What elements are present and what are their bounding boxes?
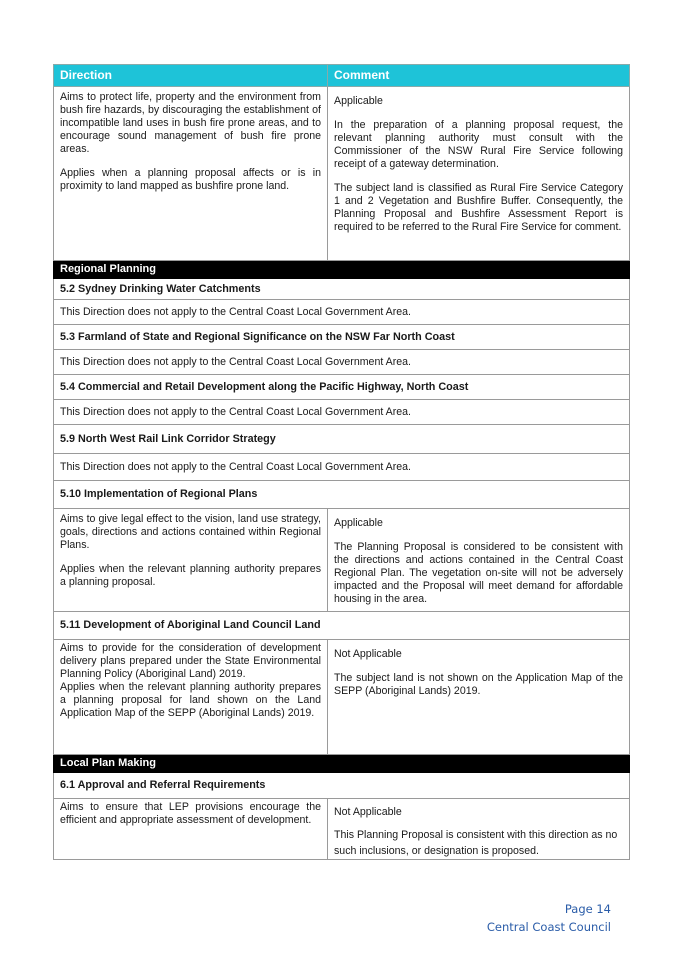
- section-5-11-comment-cell: [328, 640, 630, 755]
- bushfire-aims: Aims to protect life, property and the environment from bush fire hazards, by discouraging the establishment of incompatible land uses in bush fire prone areas, and to encourage sound management of bush fire prone areas.: [60, 91, 321, 155]
- section-5-9-note: This Direction does not apply to the Central Coast Local Government Area.: [54, 454, 630, 481]
- section-5-10-applies: Applies when the relevant planning authority prepares a planning proposal.: [60, 563, 321, 588]
- section-5-3-title: 5.3 Farmland of State and Regional Significance on the NSW Far North Coast: [54, 325, 630, 350]
- bushfire-comment-cell: [328, 87, 630, 261]
- section-5-2-title: 5.2 Sydney Drinking Water Catchments: [54, 279, 630, 300]
- bushfire-row: [54, 87, 630, 261]
- section-5-4-note: This Direction does not apply to the Central Coast Local Government Area.: [54, 400, 630, 425]
- regional-planning-band: [54, 261, 630, 279]
- table-header-row: [54, 65, 630, 87]
- local-plan-making-heading: Local Plan Making: [54, 755, 630, 773]
- section-5-10-direction-cell: [54, 509, 328, 612]
- section-5-11-applies: Applies when the relevant planning authority prepares a planning proposal for land shown on the Land Application Map of the SEPP (Aboriginal Lands) 2019.: [60, 681, 321, 719]
- section-5-10-comment-cell: [328, 509, 630, 612]
- section-6-1-aims: Aims to ensure that LEP provisions encourage the efficient and appropriate assessment of development.: [60, 801, 321, 826]
- section-5-11-direction-cell: [54, 640, 328, 755]
- regional-planning-heading: Regional Planning: [54, 261, 630, 279]
- section-5-11-aims: Aims to provide for the consideration of development delivery plans prepared under the State Environmental Planning Policy (Aboriginal Land) 2019.: [60, 642, 321, 680]
- section-6-1-comment-cell: [328, 799, 630, 860]
- section-5-11-status: Not Applicable: [334, 648, 402, 660]
- bushfire-comment-1: In the preparation of a planning proposal request, the relevant planning authority must consult with the Commissioner of the NSW Rural Fire Service following receipt of a gateway determination.: [334, 119, 623, 170]
- section-5-10-title: 5.10 Implementation of Regional Plans: [54, 481, 630, 509]
- bushfire-applies: Applies when a planning proposal affects or is in proximity to land mapped as bushfire prone land.: [60, 167, 321, 192]
- section-6-1-title: 6.1 Approval and Referral Requirements: [54, 773, 630, 799]
- section-5-10-row: [54, 509, 630, 612]
- council-name: Central Coast Council: [486, 920, 611, 934]
- bushfire-status: Applicable: [334, 95, 383, 107]
- section-6-1-direction-cell: [54, 799, 328, 860]
- section-5-11-row: [54, 640, 630, 755]
- section-5-11-title: 5.11 Development of Aboriginal Land Council Land: [54, 612, 630, 640]
- page-number: Page 14: [564, 902, 611, 916]
- section-5-4-title: 5.4 Commercial and Retail Development along the Pacific Highway, North Coast: [54, 375, 630, 400]
- section-5-10-status: Applicable: [334, 517, 383, 529]
- section-6-1-status: Not Applicable: [334, 806, 402, 818]
- section-5-10-comment: The Planning Proposal is considered to be consistent with the directions and actions contained in the Central Coast Regional Plan. The vegetation on-site will not be adversely impacted and the Proposal will meet demand for affordable housing in the area.: [334, 541, 623, 605]
- local-plan-making-band: [54, 755, 630, 773]
- bushfire-direction-cell: [54, 87, 328, 261]
- directions-table: [53, 64, 630, 860]
- section-5-11-comment: The subject land is not shown on the Application Map of the SEPP (Aboriginal Lands) 2019.: [334, 672, 623, 697]
- direction-header: Direction: [54, 65, 328, 87]
- section-5-10-aims: Aims to give legal effect to the vision, land use strategy, goals, directions and actions contained within Regional Plans.: [60, 513, 321, 551]
- section-5-9-title: 5.9 North West Rail Link Corridor Strategy: [54, 425, 630, 454]
- section-5-3-note: This Direction does not apply to the Central Coast Local Government Area.: [54, 350, 630, 375]
- section-6-1-comment: This Planning Proposal is consistent with this direction as no such inclusions, or designation is proposed.: [334, 829, 618, 857]
- section-5-2-note: This Direction does not apply to the Central Coast Local Government Area.: [54, 300, 630, 325]
- section-6-1-row: [54, 799, 630, 860]
- bushfire-comment-2: The subject land is classified as Rural Fire Service Category 1 and 2 Vegetation and Bushfire Buffer. Consequently, the Planning Proposal and Bushfire Assessment Report is required to be referred to the Rural Fire Service for comment.: [334, 182, 623, 233]
- comment-header: Comment: [328, 65, 630, 87]
